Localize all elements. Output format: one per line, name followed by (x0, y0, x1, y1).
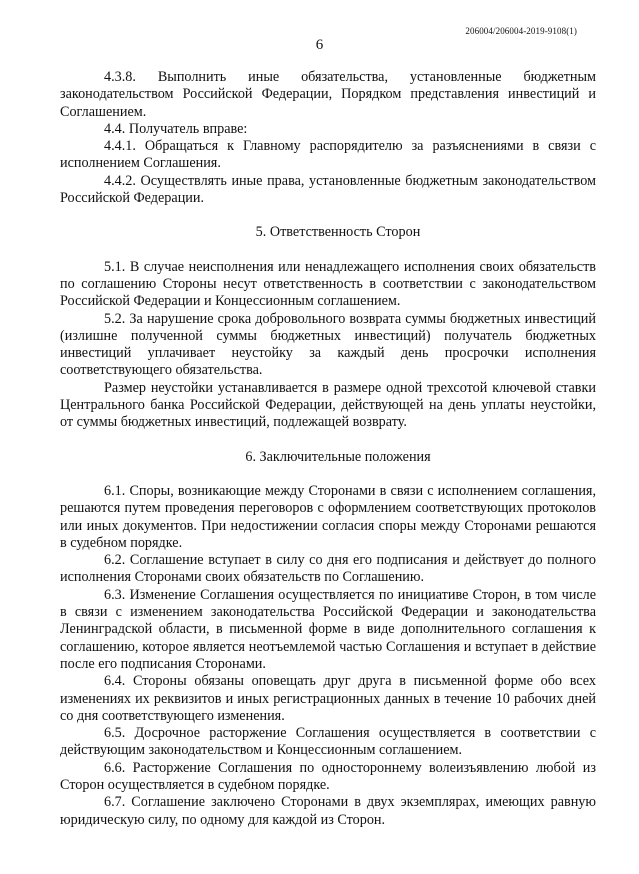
clause-4-4-1: 4.4.1. Обращаться к Главному распорядителю за разъяснениями в связи с исполнением Соглашения. (60, 138, 596, 172)
section-5-heading: 5. Ответственность Сторон (255, 224, 421, 241)
clause-5-2: 5.2. За нарушение срока добровольного возврата суммы бюджетных инвестиций (излишне полученной суммы бюджетных инвестиций) получатель бюджетных инвестиций уплачивает неустойку за каждый день просрочки исполнения соответствующего обязательства. (60, 310, 596, 379)
document-body (60, 69, 596, 829)
clause-6-3: 6.3. Изменение Соглашения осуществляется по инициативе Сторон, в том числе в связи с изменением законодательства Российской Федерации и законодательства Ленинградской области, в письменной форме в виде дополнительного соглашения к соглашению, которое является неотъемлемой частью Соглашения и вступает в действие после его подписания Сторонами. (60, 586, 596, 672)
page-number: 6 (315, 37, 324, 53)
clause-6-6: 6.6. Расторжение Соглашения по одностороннему волеизъявлению любой из Сторон осуществляется в судебном порядке. (60, 759, 596, 793)
clause-4-4-2: 4.4.2. Осуществлять иные права, установленные бюджетным законодательством Российской Федерации. (60, 172, 596, 207)
clause-4-3-8: 4.3.8. Выполнить иные обязательства, установленные бюджетным законодательством Российской Федерации, Порядком представления инвестиций и Соглашением. (60, 69, 596, 120)
clause-6-2: 6.2. Соглашение вступает в силу со дня его подписания и действует до полного исполнения Сторонами своих обязательств по Соглашению. (60, 552, 596, 586)
penalty-paragraph: Размер неустойки устанавливается в размере одной трехсотой ключевой ставки Центрального банка Российской Федерации, действующей на день уплаты неустойки, от суммы бюджетных инвестиций, подлежащей возврату. (60, 379, 596, 431)
clause-6-4: 6.4. Стороны обязаны оповещать друг друга в письменной форме обо всех изменениях их реквизитов и иных регистрационных данных в течение 10 рабочих дней со дня соответствующего изменения. (60, 673, 596, 724)
clause-6-5: 6.5. Досрочное расторжение Соглашения осуществляется в соответствии с действующим законодательством и Концессионным соглашением. (60, 725, 596, 759)
clause-6-7: 6.7. Соглашение заключено Сторонами в двух экземплярах, имеющих равную юридическую силу, по одному для каждой из Сторон. (60, 794, 596, 828)
clause-6-1: 6.1. Споры, возникающие между Сторонами в связи с исполнением соглашения, решаются путем проведения переговоров с оформлением соответствующих протоколов или иных документов. При недостижении согласия споры между Сторонами решаются в судебном порядке. (60, 482, 596, 551)
section-6-heading: 6. Заключительные положения (245, 448, 431, 465)
clause-4-4: 4.4. Получатель вправе: (104, 120, 248, 137)
clause-5-1: 5.1. В случае неисполнения или ненадлежащего исполнения своих обязательств по соглашению Стороны несут ответственность в соответствии с законодательством Российской Федерации и Концессионным соглашением. (60, 258, 596, 310)
document-number: 206004/206004-2019-9108(1) (465, 26, 577, 36)
